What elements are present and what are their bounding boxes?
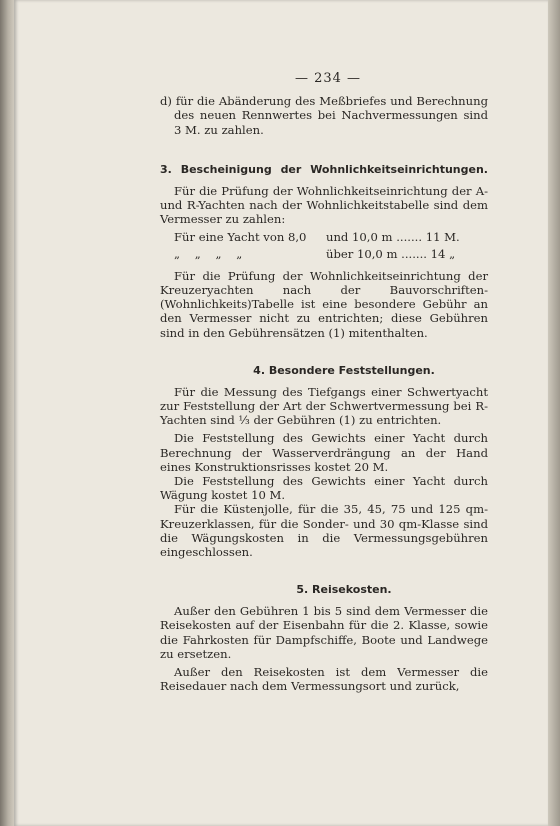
section-4-paragraph-2: Die Feststellung des Gewichts einer Yacht durch Berechnung der Wasserverdrängung an der Hand eines Konstruktionsrisses kostet 20 M. xyxy=(160,431,488,474)
section-4-paragraph-1: Für die Messung des Tiefgangs einer Schwertyacht zur Feststellung der Art der Schwertvermessung bei R-Yachten sind ⅓ der Gebühren (1) zu entrichten. xyxy=(160,384,488,428)
fee-row-2 xyxy=(160,247,488,261)
section-3-number: 3. xyxy=(160,162,172,176)
section-3-word2: der xyxy=(280,162,302,176)
section-3-paragraph-2: Für die Prüfung der Wohnlichkeitseinrichtung der Kreuzeryachten nach der Bauvorschriften-(Wohnlichkeits)Tabelle ist eine besondere Gebühr an den Vermesser nicht zu entrichten; diese Gebühren sind in den Gebührensätzen (1) mitenthalten. xyxy=(160,268,488,340)
section-5-paragraph-1: Außer den Gebühren 1 bis 5 sind dem Vermesser die Reisekosten auf der Eisenbahn für die 2. Klasse, sowie die Fahrkosten für Dampfschiffe, Boote und Landwege zu ersetzen. xyxy=(160,604,488,661)
section-3-word3: Wohnlichkeitseinrichtungen. xyxy=(310,162,488,176)
section-4-heading: 4. Besondere Feststellungen. xyxy=(253,363,435,377)
fee-row-1-value: und 10,0 m ....... 11 M. xyxy=(326,230,460,245)
section-3-word1: Bescheinigung xyxy=(180,162,272,176)
section-4-paragraph-4: Für die Küstenjolle, für die 35, 45, 75 und 125 qm-Kreuzerklassen, für die Sonder- und 30 qm-Klasse sind die Wägungskosten in die Vermessungsgebühren eingeschlossen. xyxy=(160,502,488,560)
fee-row-1-label: Für eine Yacht von 8,0 xyxy=(174,230,307,245)
fee-row-2-label: „ „ „ „ xyxy=(174,246,243,261)
page-content xyxy=(160,72,488,694)
paragraph-d: d) für die Abänderung des Meßbriefes und Berechnung des neuen Rennwertes bei Nachvermessungen sind 3 M. zu zahlen. xyxy=(160,94,488,137)
section-5-paragraph-2: Außer den Reisekosten ist dem Vermesser die Reisedauer nach dem Vermessungsort und zurück, xyxy=(160,665,488,694)
fee-row-1 xyxy=(160,230,488,244)
page-edge xyxy=(548,0,560,826)
section-3-paragraph-1: Für die Prüfung der Wohnlichkeitseinrichtung der A- und R-Yachten nach der Wohnlichkeitstabelle sind dem Vermesser zu zahlen: xyxy=(160,183,488,227)
section-3-heading xyxy=(160,163,488,177)
section-4-paragraph-3: Die Feststellung des Gewichts einer Yacht durch Wägung kostet 10 M. xyxy=(160,474,488,503)
fee-row-2-value: über 10,0 m ....... 14 „ xyxy=(326,246,456,261)
section-5-heading: 5. Reisekosten. xyxy=(296,583,392,597)
page-number: — 234 — xyxy=(294,71,362,86)
book-spine xyxy=(0,0,14,826)
